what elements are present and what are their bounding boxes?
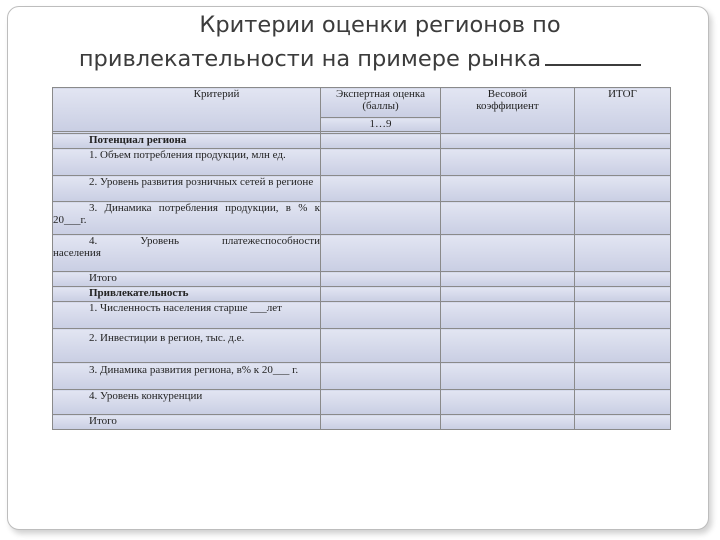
table-cell bbox=[321, 134, 441, 149]
row-label: 4. Уровень конкуренции bbox=[89, 390, 203, 402]
table-cell bbox=[575, 363, 671, 390]
table-row bbox=[53, 287, 321, 302]
table-cell bbox=[575, 272, 671, 287]
table-cell bbox=[321, 363, 441, 390]
table-cell bbox=[441, 272, 575, 287]
table-cell bbox=[575, 415, 671, 430]
slide-title bbox=[0, 8, 720, 76]
row-label: Привлекательность bbox=[89, 287, 189, 299]
table-cell bbox=[321, 176, 441, 202]
table-cell bbox=[321, 235, 441, 272]
row-label: 4. Уровень платежеспособности населения bbox=[53, 235, 320, 259]
header-expert-text: Экспертная оценка (баллы) bbox=[336, 88, 425, 112]
table-cell bbox=[321, 149, 441, 176]
table-cell bbox=[441, 235, 575, 272]
table-row bbox=[53, 176, 321, 202]
header-weight bbox=[441, 88, 575, 134]
table-cell bbox=[575, 149, 671, 176]
table-cell bbox=[441, 149, 575, 176]
header-total bbox=[575, 88, 671, 134]
table-row bbox=[53, 302, 321, 329]
row-label: 1. Численность населения старше ___лет bbox=[89, 302, 282, 314]
row-label: 1. Объем потребления продукции, млн ед. bbox=[89, 149, 286, 161]
header-expert bbox=[321, 88, 441, 118]
table-cell bbox=[441, 134, 575, 149]
row-label: Итого bbox=[89, 272, 117, 284]
table-row bbox=[53, 134, 321, 149]
table-cell bbox=[441, 176, 575, 202]
table-cell bbox=[575, 176, 671, 202]
header-criteria bbox=[53, 88, 321, 132]
row-label: 3. Динамика потребления продукции, в % к 20___г. bbox=[53, 202, 320, 226]
title-line-2 bbox=[0, 42, 720, 76]
table-cell bbox=[321, 302, 441, 329]
table-cell bbox=[321, 287, 441, 302]
header-scale-text: 1…9 bbox=[369, 118, 392, 130]
title-line-2-text: привлекательности на примере рынка bbox=[78, 46, 542, 72]
table-cell bbox=[321, 415, 441, 430]
table-row bbox=[53, 329, 321, 363]
table-cell bbox=[575, 134, 671, 149]
table-cell bbox=[575, 390, 671, 415]
table-cell bbox=[575, 302, 671, 329]
row-label: Потенциал региона bbox=[89, 134, 187, 146]
table-cell bbox=[575, 202, 671, 235]
table-row bbox=[53, 235, 321, 272]
table-cell bbox=[321, 390, 441, 415]
table-row bbox=[53, 415, 321, 430]
table-row bbox=[53, 272, 321, 287]
table-row bbox=[53, 202, 321, 235]
title-line-1: Критерии оценки регионов по bbox=[199, 12, 561, 38]
table-cell bbox=[575, 235, 671, 272]
table-cell bbox=[575, 287, 671, 302]
row-label: 2. Уровень развития розничных сетей в регионе bbox=[89, 176, 314, 188]
title-blank-line bbox=[545, 44, 641, 66]
table-cell bbox=[321, 202, 441, 235]
criteria-table bbox=[52, 87, 671, 430]
header-scale bbox=[321, 118, 441, 132]
table-cell bbox=[321, 272, 441, 287]
table-cell bbox=[441, 287, 575, 302]
table-cell bbox=[441, 390, 575, 415]
table-cell bbox=[441, 363, 575, 390]
row-label: 2. Инвестиции в регион, тыс. д.е. bbox=[89, 332, 245, 344]
row-label: Итого bbox=[89, 415, 117, 427]
table-cell bbox=[441, 302, 575, 329]
table-cell bbox=[441, 202, 575, 235]
table-row bbox=[53, 149, 321, 176]
header-criteria-text: Критерий bbox=[193, 88, 240, 100]
header-total-text: ИТОГ bbox=[608, 88, 637, 100]
table-cell bbox=[575, 329, 671, 363]
table-row bbox=[53, 363, 321, 390]
table-cell bbox=[321, 329, 441, 363]
table-cell bbox=[441, 329, 575, 363]
table-cell bbox=[441, 415, 575, 430]
header-weight-text: Весовой коэффициент bbox=[476, 88, 539, 112]
table-row bbox=[53, 390, 321, 415]
row-label: 3. Динамика развития региона, в% к 20___ г. bbox=[89, 364, 299, 376]
